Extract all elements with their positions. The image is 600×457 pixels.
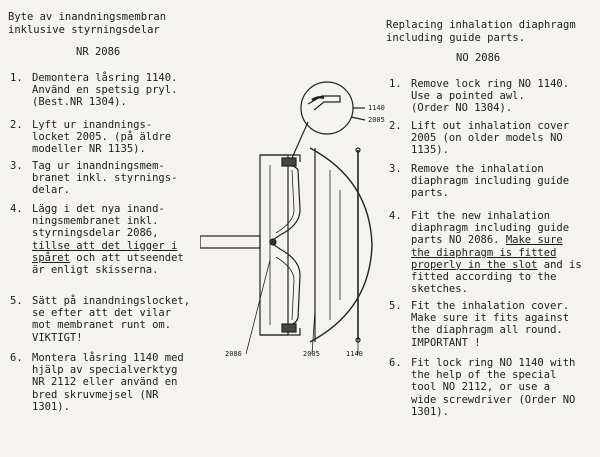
- step-text: Montera låsring 1140 med hjälp av specialverktyg NR 2112 eller använd en bred skruvmejsel (NR 1301).: [32, 352, 184, 413]
- step-number: 4.: [10, 203, 23, 215]
- step-text: Demontera låsring 1140. Använd en spetsig pryl. (Best.NR 1304).: [32, 72, 178, 109]
- english-step-5: [389, 300, 569, 349]
- step-text-emphasis: tillse att det ligger i spåret: [32, 239, 178, 264]
- english-step-1: [389, 78, 569, 115]
- english-part-number: NO 2086: [456, 52, 501, 64]
- detail-circle: [301, 82, 353, 134]
- step-number: 3.: [389, 163, 402, 175]
- step-text: Fit the inhalation cover. Make sure it fits against the diaphragm all round. IMPORTANT !: [411, 300, 570, 349]
- step-text-emphasis: Make sure the diaphragm is fitted properly in the slot: [411, 234, 563, 271]
- step-number: 1.: [389, 78, 402, 90]
- step-text: Lyft ur inandnings- locket 2005. (på äldre modeller NR 1135).: [32, 119, 172, 156]
- swedish-title: Byte av inandningsmembran inklusive styrningsdelar: [8, 11, 167, 36]
- swedish-step-1: [10, 72, 177, 109]
- step-text: Tag ur inandningsmem- branet inkl. styrnings- delar.: [32, 160, 178, 197]
- step-number: 5.: [389, 300, 402, 312]
- label-2086: 2086: [225, 350, 242, 358]
- step-text-part: Fit the new inhalation diaphragm including guide parts NO 2086.: [411, 210, 570, 247]
- step-text: Sätt på inandningslocket, se efter att det vilar mot membranet runt om. VIKTIGT!: [32, 295, 191, 344]
- step-number: 6.: [10, 352, 23, 364]
- label-2005-detail: 2005: [368, 116, 385, 124]
- label-1140-detail: 1140: [368, 104, 385, 112]
- swedish-part-number: NR 2086: [76, 46, 121, 58]
- label-2005: 2005: [303, 350, 320, 358]
- step-text-part: Lägg i det nya inand- ningsmembranet inkl. styrningsdelar 2086,: [32, 203, 165, 240]
- step-text: Remove the inhalation diaphragm including guide parts.: [411, 163, 570, 200]
- swedish-step-5: [10, 295, 190, 344]
- label-1140: 1140: [346, 350, 363, 358]
- step-text: Remove lock ring NO 1140. Use a pointed awl. (Order NO 1304).: [411, 78, 570, 115]
- swedish-step-4: [10, 203, 184, 276]
- english-step-2: [389, 120, 569, 157]
- english-step-3: [389, 163, 569, 200]
- english-step-6: [389, 357, 575, 418]
- step-number: 6.: [389, 357, 402, 369]
- step-number: 2.: [389, 120, 402, 132]
- swedish-step-6: [10, 352, 184, 413]
- step-text-part: och att utseendet är enligt skisserna.: [32, 251, 184, 277]
- english-step-4: [389, 210, 582, 295]
- diaphragm-diagram: [200, 70, 390, 360]
- english-title: Replacing inhalation diaphragm including guide parts.: [386, 19, 576, 44]
- step-number: 2.: [10, 119, 23, 131]
- step-text: [32, 203, 184, 276]
- diaphragm-cross-section: [200, 70, 390, 360]
- swedish-step-2: [10, 119, 171, 156]
- swedish-step-3: [10, 160, 177, 197]
- step-number: 5.: [10, 295, 23, 307]
- step-number: 4.: [389, 210, 402, 222]
- step-text: [411, 210, 582, 295]
- step-text: Lift out inhalation cover 2005 (on older models NO 1135).: [411, 120, 570, 157]
- step-number: 3.: [10, 160, 23, 172]
- step-text: Fit lock ring NO 1140 with the help of the special tool NO 2112, or use a wide screwdriver (Order NO 1301).: [411, 357, 576, 418]
- step-number: 1.: [10, 72, 23, 84]
- step-text-part: and is fitted according to the sketches.: [411, 258, 582, 296]
